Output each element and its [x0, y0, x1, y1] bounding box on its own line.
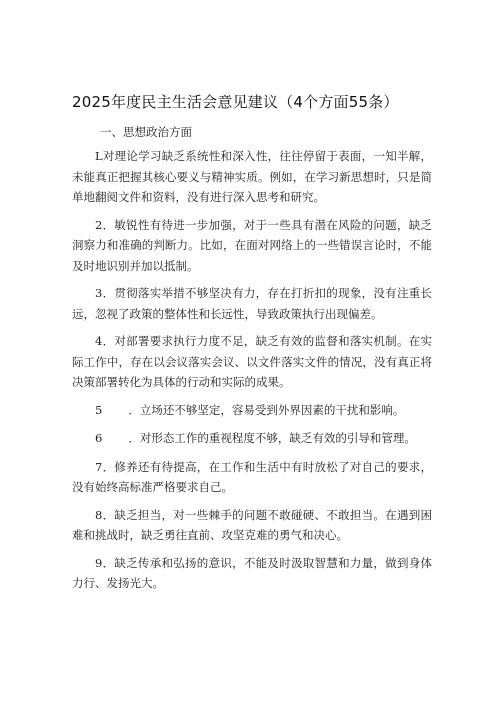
- section-heading: 一、思想政治方面: [100, 125, 192, 139]
- item-text: 贯彻落实举措不够坚决有力，存在打折扣的现象，没有注重长远，忽视了政策的整体性和长远性，导致政策执行出现偏差。: [72, 286, 432, 321]
- item-number: 3．: [95, 286, 115, 300]
- list-item: [72, 428, 432, 449]
- list-item: [72, 505, 432, 546]
- item-text: 修养还有待提高，在工作和生活中有时放松了对自己的要求，没有始终高标准严格要求自己。: [72, 459, 432, 494]
- document-title: 2025年度民主生活会意见建议（4个方面55条）: [72, 93, 399, 111]
- item-text: 敏锐性有待进一步加强，对于一些具有潜在风险的问题，缺乏洞察力和准确的判断力。比如，在面对网络上的一些错误言论时，不能及时地识别并加以抵制。: [72, 217, 432, 273]
- item-number: 4．: [95, 334, 115, 348]
- list-item: [72, 553, 432, 594]
- list-item: [72, 283, 432, 324]
- document-body: [72, 146, 432, 594]
- item-number: L: [95, 149, 103, 163]
- item-number: 6: [95, 431, 103, 445]
- item-number: 2．: [95, 217, 115, 232]
- item-number: 5: [95, 402, 103, 417]
- item-number: 8．: [95, 507, 115, 522]
- list-item: [72, 400, 432, 421]
- item-text: 缺乏担当，对一些棘手的问题不敢碰硬、不敢担当。在遇到困难和挑战时，缺乏勇往直前、攻坚克难的勇气和决心。: [72, 507, 432, 542]
- list-item: [72, 457, 432, 498]
- list-item: [72, 331, 432, 393]
- item-text: 对理论学习缺乏系统性和深入性，往往停留于表面，一知半解，未能真正把握其核心要义与精神实质。例如，在学习新思想时，只是简单地翻阅文件和资料，没有进行深入思考和研究。: [72, 149, 432, 204]
- item-text: ．立场还不够坚定，容易受到外界因素的干扰和影响。: [128, 402, 405, 417]
- list-item: [72, 215, 432, 277]
- item-text: 缺乏传承和弘扬的意识，不能及时汲取智慧和力量，做到身体力行、发扬光大。: [72, 555, 432, 590]
- item-number: 7．: [95, 459, 115, 474]
- list-item: [72, 146, 432, 208]
- item-text: 对部署要求执行力度不足，缺乏有效的监督和落实机制。在实际工作中，存在以会议落实会议、以文件落实文件的情况，没有真正将决策部署转化为具体的行动和实际的成果。: [72, 334, 432, 389]
- item-text: ．对形态工作的重视程度不够，缺乏有效的引导和管理。: [128, 431, 416, 445]
- item-number: 9．: [95, 555, 115, 570]
